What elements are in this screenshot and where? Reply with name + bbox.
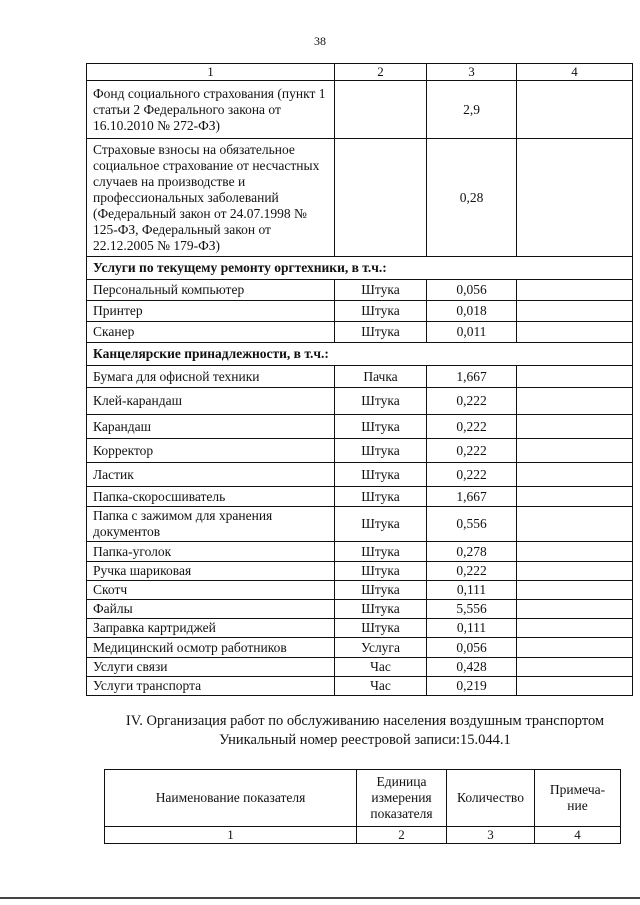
column-number-row [87,64,633,81]
unit-cell: Штука [335,487,427,507]
resources-table [86,63,633,696]
quantity-cell: 0,111 [427,619,517,638]
header-indicator-name: Наименование показателя [105,770,357,827]
quantity-cell: 0,222 [427,562,517,581]
item-name: Персональный компьютер [87,280,335,301]
note-cell [517,301,633,322]
note-cell [517,463,633,487]
quantity-cell: 0,556 [427,507,517,542]
header-unit: Единица измерения показателя [357,770,447,827]
note-cell [517,507,633,542]
section-row [87,257,633,280]
column-number: 1 [87,64,335,81]
table-row [87,81,633,139]
quantity-cell: 0,018 [427,301,517,322]
quantity-cell: 1,667 [427,366,517,388]
item-name: Ручка шариковая [87,562,335,581]
unit-cell: Пачка [335,366,427,388]
note-cell [517,366,633,388]
column-number-row [105,827,621,844]
unit-cell: Штука [335,388,427,415]
table-row [87,366,633,388]
quantity-cell: 1,667 [427,487,517,507]
unit-cell: Штука [335,600,427,619]
note-cell [517,619,633,638]
item-name: Услуги транспорта [87,677,335,696]
table-row [87,139,633,257]
item-name: Скотч [87,581,335,600]
unit-cell: Штука [335,322,427,343]
item-name: Страховые взносы на обязательное социальное страхование от несчастных случаев на производстве и профессиональных заболеваний (Федеральный закон от 24.07.1998 № 125-ФЗ, Федеральный закон от 22.12.2005 № 179-ФЗ) [87,139,335,257]
section-title: Услуги по текущему ремонту оргтехники, в т.ч.: [87,257,633,280]
header-note: Примеча-ние [535,770,621,827]
unit-cell: Штука [335,562,427,581]
table-row [87,463,633,487]
quantity-cell: 5,556 [427,600,517,619]
table-row [87,677,633,696]
table-row [87,562,633,581]
section-row [87,343,633,366]
column-number: 3 [427,64,517,81]
quantity-cell: 0,222 [427,463,517,487]
item-name: Сканер [87,322,335,343]
unit-cell [335,139,427,257]
unit-cell: Штука [335,415,427,439]
quantity-cell: 0,222 [427,439,517,463]
quantity-cell: 0,056 [427,280,517,301]
item-name: Бумага для офисной техники [87,366,335,388]
header-row [105,770,621,827]
unit-cell: Час [335,658,427,677]
table-row [87,439,633,463]
quantity-cell: 0,28 [427,139,517,257]
unit-cell: Штука [335,581,427,600]
table-row [87,638,633,658]
section-heading [100,712,630,750]
column-number: 2 [335,64,427,81]
note-cell [517,415,633,439]
item-name: Клей-карандаш [87,388,335,415]
note-cell [517,388,633,415]
unit-cell [335,81,427,139]
page-number: 38 [314,34,326,48]
table-row [87,581,633,600]
table-row [87,542,633,562]
item-name: Папка-скоросшиватель [87,487,335,507]
item-name: Заправка картриджей [87,619,335,638]
unit-cell: Час [335,677,427,696]
quantity-cell: 0,428 [427,658,517,677]
table-row [87,507,633,542]
quantity-cell: 0,056 [427,638,517,658]
note-cell [517,638,633,658]
column-number: 1 [105,827,357,844]
table-row [87,487,633,507]
note-cell [517,322,633,343]
column-number: 4 [535,827,621,844]
item-name: Папка-уголок [87,542,335,562]
item-name: Файлы [87,600,335,619]
table-row [87,600,633,619]
note-cell [517,677,633,696]
table-row [87,322,633,343]
note-cell [517,542,633,562]
scan-edge-line [0,897,640,899]
quantity-cell: 0,011 [427,322,517,343]
unit-cell: Штука [335,542,427,562]
note-cell [517,487,633,507]
section-title: Канцелярские принадлежности, в т.ч.: [87,343,633,366]
table-row [87,388,633,415]
quantity-cell: 2,9 [427,81,517,139]
quantity-cell: 0,111 [427,581,517,600]
item-name: Карандаш [87,415,335,439]
unit-cell: Штука [335,301,427,322]
unit-cell: Услуга [335,638,427,658]
item-name: Принтер [87,301,335,322]
note-cell [517,139,633,257]
unit-cell: Штука [335,507,427,542]
quantity-cell: 0,278 [427,542,517,562]
item-name: Корректор [87,439,335,463]
column-number: 4 [517,64,633,81]
table-row [87,301,633,322]
table-row [87,280,633,301]
section-title: IV. Организация работ по обслуживанию населения воздушным транспортом [125,713,605,729]
note-cell [517,600,633,619]
note-cell [517,280,633,301]
item-name: Ластик [87,463,335,487]
unit-cell: Штука [335,463,427,487]
table-row [87,658,633,677]
unit-cell: Штука [335,280,427,301]
registry-number: Уникальный номер реестровой записи:15.044.1 [219,732,511,748]
item-name: Услуги связи [87,658,335,677]
item-name: Фонд социального страхования (пункт 1 статьи 2 Федерального закона от 16.10.2010 № 272-ФЗ) [87,81,335,139]
note-cell [517,658,633,677]
note-cell [517,562,633,581]
table-row [87,619,633,638]
unit-cell: Штука [335,619,427,638]
indicators-table [104,769,621,844]
table-row [87,415,633,439]
column-number: 2 [357,827,447,844]
unit-cell: Штука [335,439,427,463]
quantity-cell: 0,222 [427,415,517,439]
note-cell [517,81,633,139]
note-cell [517,439,633,463]
quantity-cell: 0,222 [427,388,517,415]
item-name: Папка с зажимом для хранения документов [87,507,335,542]
note-cell [517,581,633,600]
column-number: 3 [447,827,535,844]
header-quantity: Количество [447,770,535,827]
quantity-cell: 0,219 [427,677,517,696]
item-name: Медицинский осмотр работников [87,638,335,658]
